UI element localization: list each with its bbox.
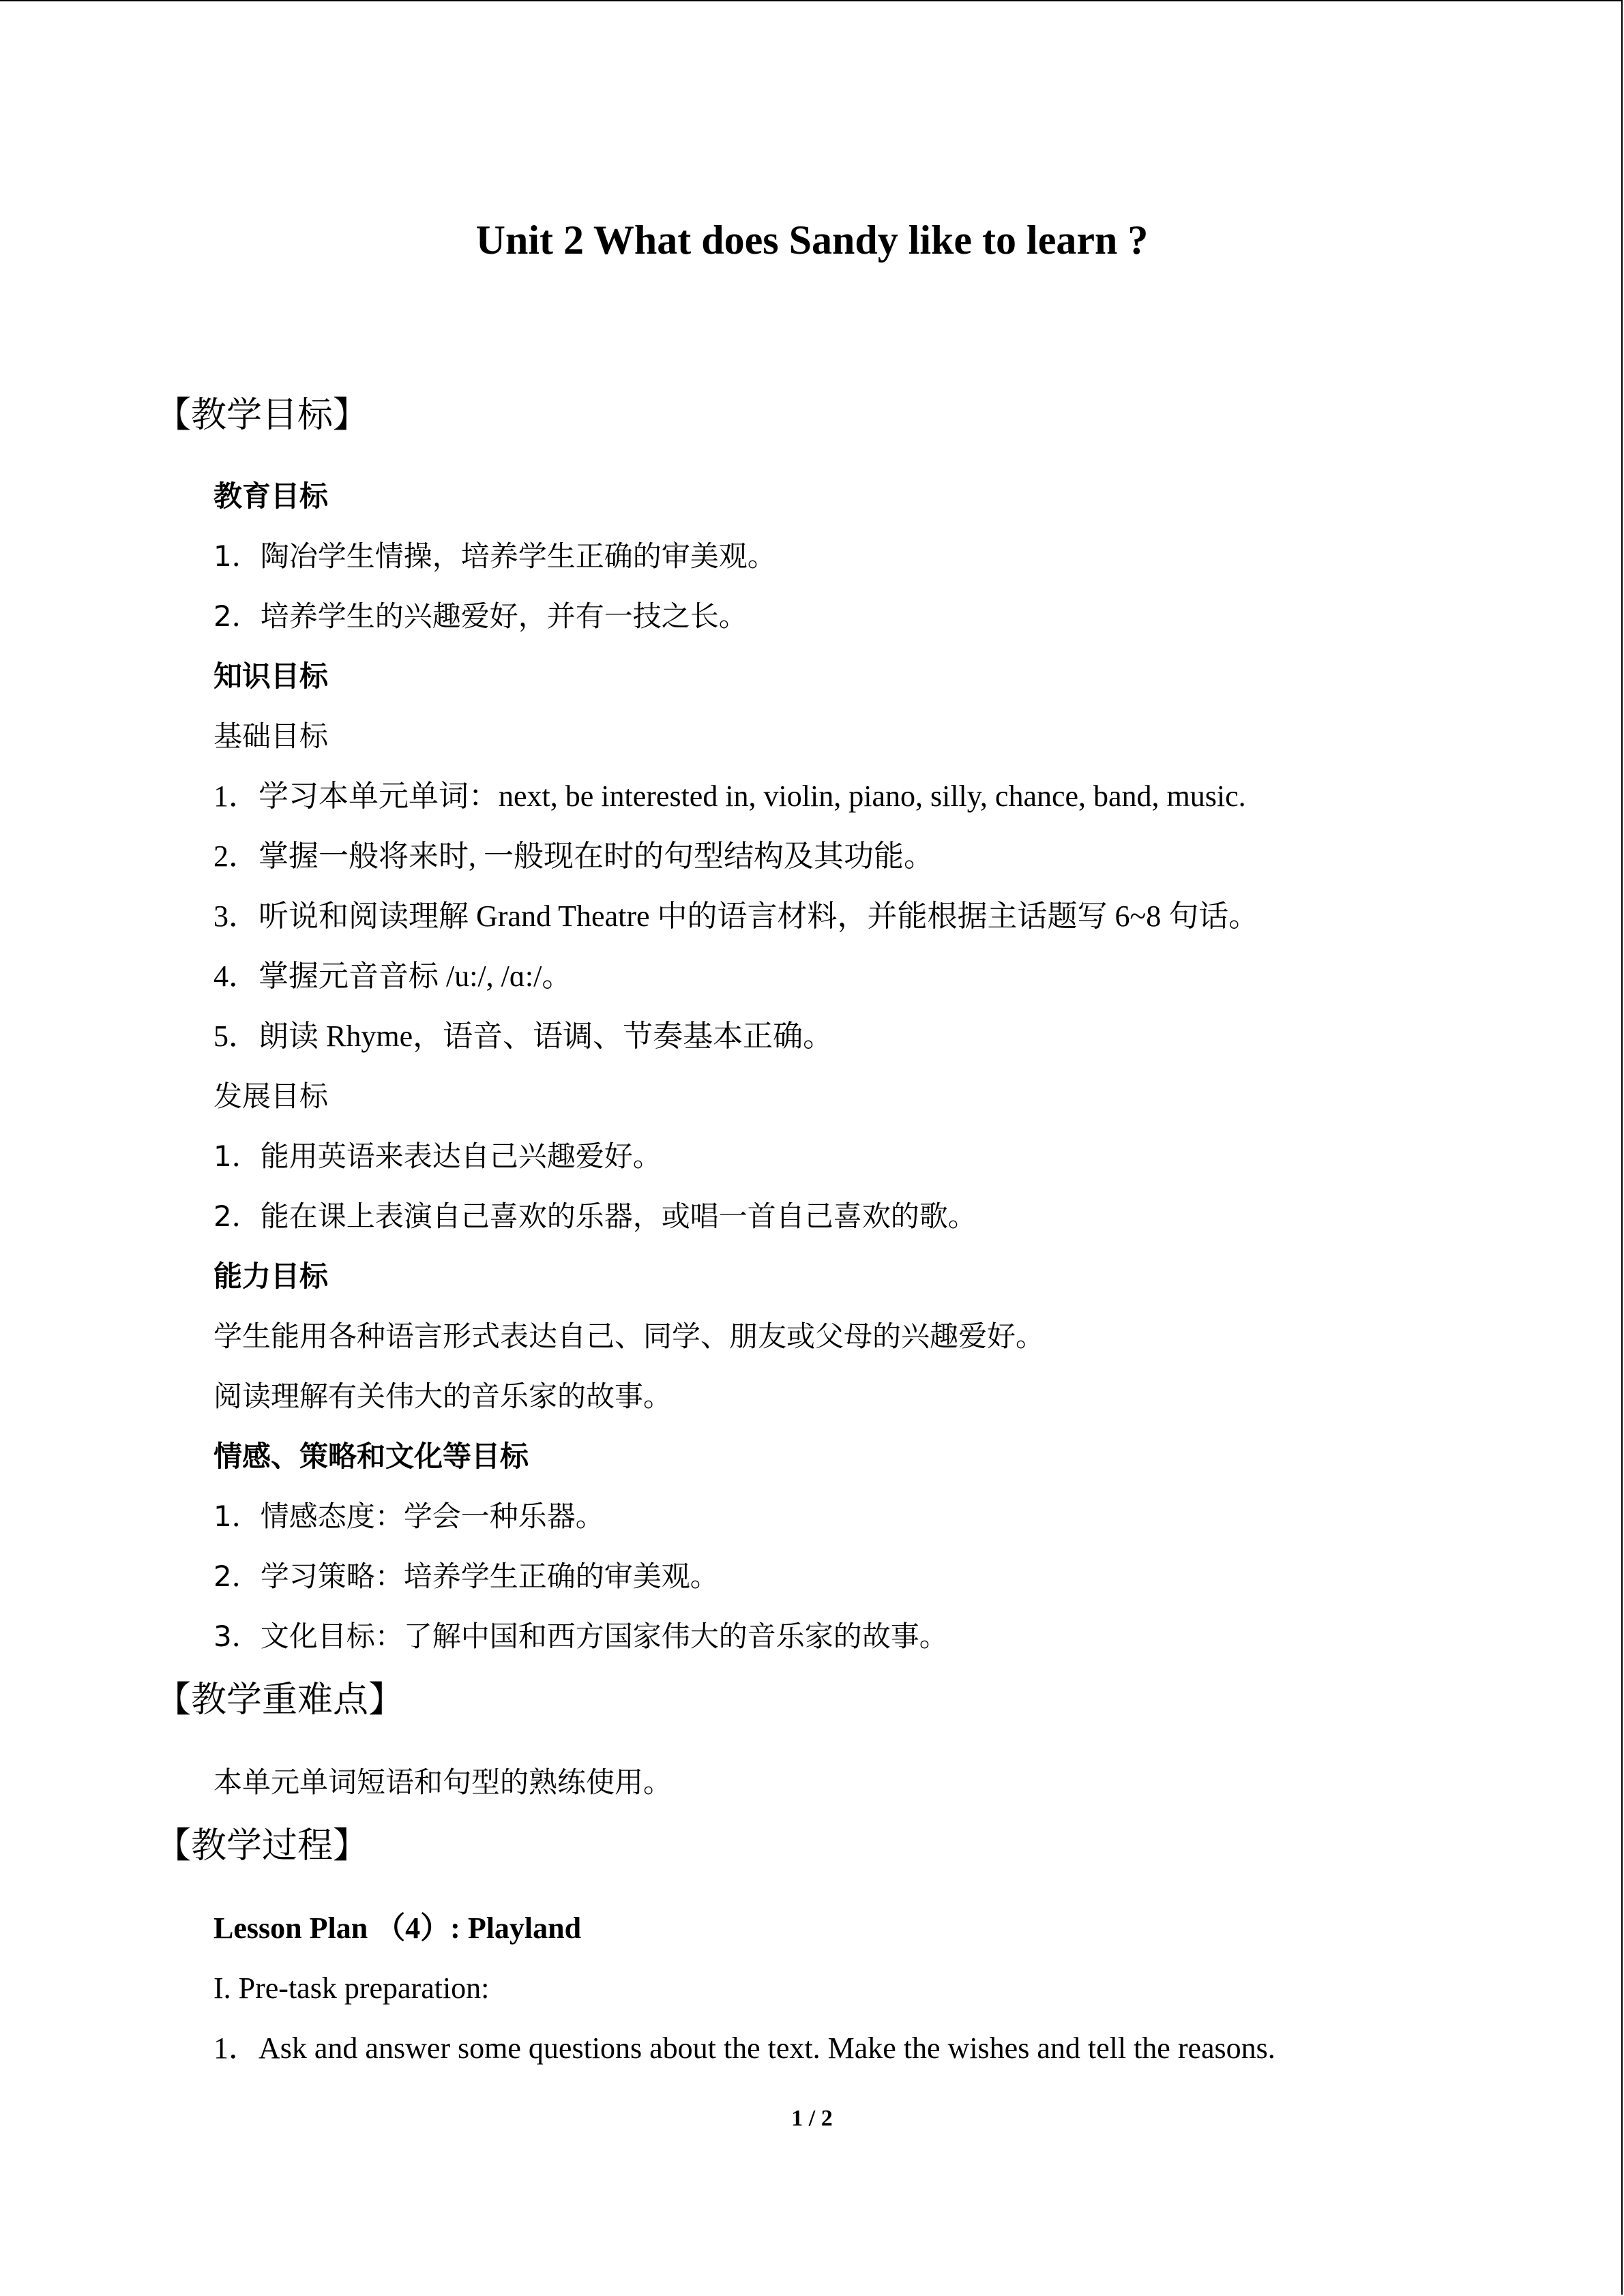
- basic-objectives-heading: 基础目标: [213, 719, 329, 753]
- process-step: 1．Ask and answer some questions about the text. Make the wishes and tell the reasons.: [213, 2031, 1275, 2065]
- education-objectives-heading: 教育目标: [213, 479, 329, 513]
- education-item: 2．培养学生的兴趣爱好，并有一技之长。: [213, 599, 748, 633]
- lesson-plan-title: Lesson Plan （4）: Playland: [213, 1911, 582, 1945]
- page-number: 1 / 2: [791, 2106, 833, 2131]
- emotion-item: 1．情感态度：学会一种乐器。: [213, 1500, 604, 1533]
- section-heading-process: 【教学过程】: [156, 1825, 369, 1866]
- page-title: Unit 2 What does Sandy like to learn ?: [475, 218, 1149, 263]
- emotion-item: 2．学习策略：培养学生正确的审美观。: [213, 1560, 719, 1593]
- basic-item: 4．掌握元音音标 /u:/, /ɑ:/。: [213, 959, 572, 993]
- section-heading-key-points: 【教学重难点】: [156, 1680, 404, 1720]
- development-item: 2．能在课上表演自己喜欢的乐器，或唱一首自己喜欢的歌。: [213, 1199, 977, 1233]
- pre-task-heading: I. Pre-task preparation:: [213, 1971, 490, 2005]
- emotion-item: 3．文化目标：了解中国和西方国家伟大的音乐家的故事。: [213, 1620, 948, 1653]
- basic-item: 2．掌握一般将来时, 一般现在时的句型结构及其功能。: [213, 839, 934, 873]
- development-item: 1．能用英语来表达自己兴趣爱好。: [213, 1139, 662, 1173]
- basic-item: 5．朗读 Rhyme，语音、语调、节奏基本正确。: [213, 1019, 833, 1053]
- development-objectives-heading: 发展目标: [213, 1079, 329, 1113]
- section-heading-objectives: 【教学目标】: [156, 395, 369, 436]
- basic-item: 3．听说和阅读理解 Grand Theatre 中的语言材料，并能根据主话题写 6~8 句话。: [213, 899, 1259, 933]
- ability-item: 学生能用各种语言形式表达自己、同学、朋友或父母的兴趣爱好。: [213, 1320, 1045, 1353]
- ability-objectives-heading: 能力目标: [213, 1259, 329, 1293]
- basic-item: 1．学习本单元单词：next, be interested in, violin, piano, silly, chance, band, music.: [213, 779, 1246, 813]
- key-points-text: 本单元单词短语和句型的熟练使用。: [213, 1765, 673, 1799]
- emotion-objectives-heading: 情感、策略和文化等目标: [213, 1440, 529, 1473]
- ability-item: 阅读理解有关伟大的音乐家的故事。: [213, 1380, 673, 1413]
- knowledge-objectives-heading: 知识目标: [213, 659, 329, 693]
- education-item: 1．陶冶学生情操，培养学生正确的审美观。: [213, 539, 776, 573]
